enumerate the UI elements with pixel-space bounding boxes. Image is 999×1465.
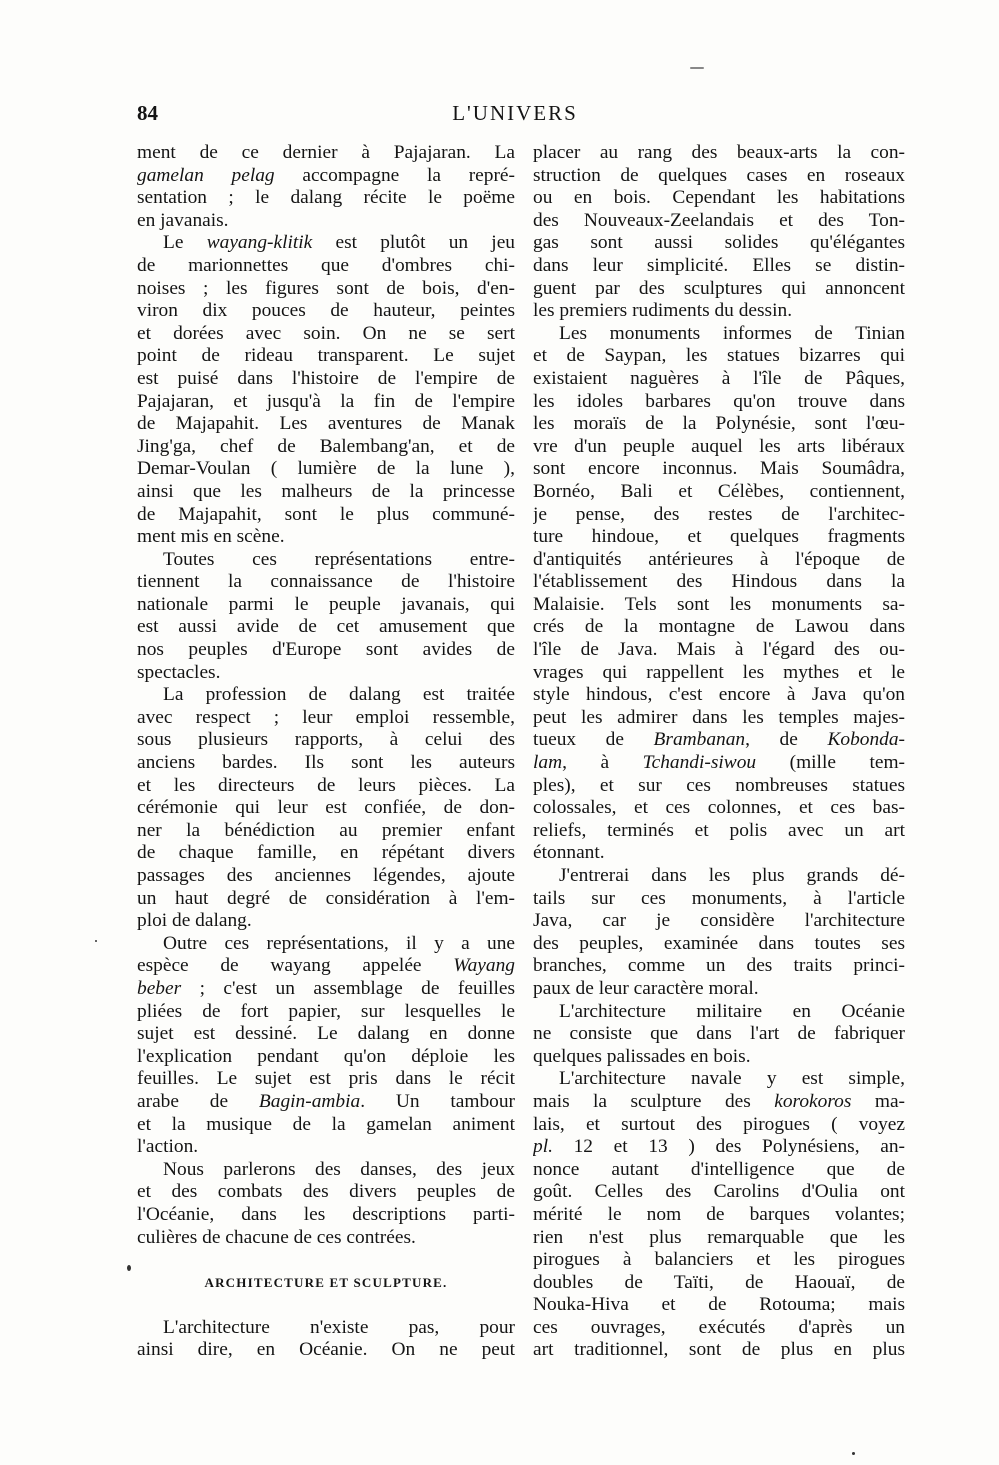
text-segment: mais la sculpture des (533, 1090, 775, 1112)
paragraph (137, 684, 515, 933)
text-segment: je pense, des restes de l'architec- (533, 503, 905, 525)
text-segment: placer au rang des beaux-arts la con- (533, 142, 905, 163)
text-segment: spectacles. (137, 661, 221, 683)
left-text-column (137, 142, 515, 1362)
text-segment: étonnant. (533, 842, 605, 864)
text-segment: guent par des sculptures qui annoncent (533, 277, 905, 299)
text-line (533, 1001, 905, 1024)
text-line (533, 391, 905, 414)
paragraph (137, 549, 515, 685)
text-segment: de Majapahit, sont le plus communé- (137, 503, 515, 525)
text-segment: sous plusieurs rapports, à celui des (137, 729, 515, 751)
text-segment: Demar-Voulan ( lumière de la lune ), (137, 458, 515, 480)
text-segment: L'architecture militaire en Océanie (559, 1000, 905, 1022)
text-line (533, 504, 905, 527)
text-segment: de chaque famille, en répétant divers (137, 842, 515, 864)
text-line (137, 571, 515, 594)
text-segment: ma- (851, 1090, 905, 1112)
text-segment: J'entrerai dans les plus grands dé- (559, 865, 905, 886)
text-segment: sont encore inconnus. Mais Soumâdra, (533, 458, 905, 480)
text-line (137, 345, 515, 368)
paragraph (137, 933, 515, 1159)
text-segment: ploi de dalang. (137, 910, 252, 932)
text-segment: d'antiquités antérieures à l'époque de (533, 548, 905, 570)
right-text-column (533, 142, 905, 1362)
text-segment: est puisé dans l'histoire de l'empire de (137, 367, 515, 389)
text-line (137, 504, 515, 527)
scan-speck (95, 940, 97, 942)
text-line (137, 323, 515, 346)
text-segment: et de Saypan, les statues bizarres qui (533, 345, 905, 367)
text-segment: feuilles. Le sujet est pris dans le récit (137, 1068, 515, 1090)
text-segment: viron dix pouces de hauteur, peintes (137, 300, 515, 322)
text-segment: les idoles barbares qu'on trouve dans (533, 390, 905, 412)
text-segment: peut les admirer dans les temples majes- (533, 706, 905, 728)
text-segment: noises ; les figures sont de bois, d'en- (137, 277, 515, 299)
text-segment: lais, et surtout des pirogues ( voyez (533, 1113, 905, 1135)
text-segment: pliées de fort papier, sur lesquelles le (137, 1000, 515, 1022)
text-segment: les premiers rudiments du dessin. (533, 300, 793, 322)
text-segment: l'explication pendant qu'on déploie les (137, 1045, 515, 1067)
text-segment: 12 et 13 ) des Polynésiens, an- (552, 1136, 905, 1158)
text-line (137, 1091, 515, 1114)
text-line (137, 707, 515, 730)
text-line (137, 1339, 515, 1362)
italic-term: wayang-klitik (206, 232, 313, 254)
paragraph (533, 323, 905, 865)
text-line (533, 1249, 905, 1272)
text-line (533, 571, 905, 594)
page-number: 84 (137, 101, 158, 125)
text-line (533, 842, 905, 865)
text-line (533, 1023, 905, 1046)
paragraph (137, 142, 515, 232)
text-line (533, 955, 905, 978)
text-line (533, 526, 905, 549)
text-line (533, 933, 905, 956)
text-segment: Nouka-Hiva et de Rotouma; mais (533, 1294, 905, 1316)
text-segment: ture hindoue, et quelques fragments (533, 526, 905, 548)
text-line (533, 1339, 905, 1362)
text-line (137, 1046, 515, 1069)
italic-term: Bagin-ambia (258, 1090, 361, 1112)
text-segment: paux de leur caractère moral. (533, 977, 759, 999)
text-line (137, 910, 515, 933)
text-line (137, 142, 515, 165)
text-line (137, 933, 515, 956)
text-segment: point de rideau transparent. Le sujet (137, 345, 515, 367)
text-line (137, 458, 515, 481)
text-segment: cérémonie qui leur est confiée, de don- (137, 797, 515, 819)
text-segment: passages des anciennes légendes, ajoute (137, 865, 515, 886)
text-line (533, 368, 905, 391)
text-segment: sentation ; le dalang récite le poëme (137, 187, 515, 209)
text-segment: Malaisie. Tels sont les monuments sa- (533, 593, 905, 615)
text-line (137, 1204, 515, 1227)
text-line (533, 707, 905, 730)
text-segment: en javanais. (137, 209, 229, 231)
text-segment: anciens bardes. Ils sont les auteurs (137, 752, 515, 774)
paragraph (137, 1159, 515, 1249)
text-line (137, 797, 515, 820)
text-line (137, 684, 515, 707)
text-line (533, 255, 905, 278)
text-line (137, 232, 515, 255)
text-segment: Java, car je considère l'architecture (533, 910, 905, 932)
text-segment: Outre ces représentations, il y a une (163, 932, 515, 954)
text-segment: , de (745, 729, 828, 751)
text-line (533, 1227, 905, 1250)
text-segment: un haut degré de considération à l'em- (137, 887, 515, 909)
text-segment: Pajajaran, et jusqu'à la fin de l'empire (137, 390, 515, 412)
text-line (533, 910, 905, 933)
italic-term: beber (137, 977, 182, 999)
text-segment: et la musique de la gamelan animent (137, 1113, 515, 1135)
paragraph (533, 142, 905, 323)
text-line (533, 1294, 905, 1317)
text-line (137, 1114, 515, 1137)
text-line (533, 413, 905, 436)
text-line (137, 1181, 515, 1204)
text-line (137, 187, 515, 210)
text-line (137, 1136, 515, 1159)
italic-term: lam (533, 752, 563, 774)
text-line (533, 865, 905, 888)
text-line (533, 978, 905, 1001)
text-line (533, 323, 905, 346)
text-segment: tiennent la connaissance de l'histoire (137, 571, 515, 593)
text-segment: branches, comme un des traits princi- (533, 955, 905, 977)
text-segment: vrages qui rappellent les mythes et le (533, 661, 905, 683)
text-segment: doubles de Taïti, de Haouaï, de (533, 1271, 905, 1293)
text-line (533, 684, 905, 707)
text-line (533, 888, 905, 911)
text-line (137, 888, 515, 911)
text-line (533, 594, 905, 617)
text-line (533, 797, 905, 820)
text-line (533, 616, 905, 639)
text-segment: ainsi que les malheurs de la princesse (137, 480, 515, 502)
text-line (533, 729, 905, 752)
text-line (137, 413, 515, 436)
text-segment: style hindous, c'est encore à Java qu'on (533, 684, 905, 706)
text-segment: . Un tambour (360, 1090, 515, 1112)
text-segment: de marionnettes que d'ombres chi- (137, 254, 515, 276)
text-segment: et des combats des divers peuples de (137, 1181, 515, 1203)
text-line (137, 481, 515, 504)
text-line (533, 1136, 905, 1159)
text-line (137, 662, 515, 685)
text-line (533, 436, 905, 459)
italic-term: Kobonda- (827, 729, 905, 751)
text-line (533, 165, 905, 188)
text-segment: des peuples, examinée dans toutes ses (533, 932, 905, 954)
paragraph (533, 865, 905, 1001)
text-line (533, 1317, 905, 1340)
text-segment: ainsi dire, en Océanie. On ne peut (137, 1339, 515, 1361)
paragraph (137, 232, 515, 548)
text-line (533, 278, 905, 301)
text-segment: arabe de (137, 1090, 259, 1112)
text-segment: ; c'est un assemblage de feuilles (181, 977, 515, 999)
text-line (137, 549, 515, 572)
text-segment: ment mis en scène. (137, 526, 285, 548)
text-line (533, 1272, 905, 1295)
text-segment: reliefs, terminés et polis avec un art (533, 819, 905, 841)
text-segment: ples), et sur ces nombreuses statues (533, 774, 905, 796)
text-segment: colossales, et ces colonnes, et ces bas- (533, 797, 905, 819)
paragraph (533, 1068, 905, 1362)
paragraph (533, 1001, 905, 1069)
text-segment: existaient naguères à l'île de Pâques, (533, 367, 905, 389)
text-line (533, 187, 905, 210)
text-segment: ment de ce dernier à Pajajaran. La (137, 142, 515, 163)
text-line (533, 549, 905, 572)
text-line (137, 391, 515, 414)
text-segment: ne consiste que dans l'art de fabriquer (533, 1023, 905, 1045)
text-line (533, 142, 905, 165)
text-line (533, 1181, 905, 1204)
text-segment: est plutôt un jeu (312, 232, 515, 254)
text-segment: nos peuples d'Europe sont avides de (137, 639, 515, 661)
text-segment: l'action. (137, 1136, 199, 1158)
text-segment: espèce de wayang appelée (137, 955, 454, 977)
text-line (533, 1114, 905, 1137)
text-line (533, 210, 905, 233)
text-segment: les moraïs de la Polynésie, sont l'œu- (533, 413, 905, 435)
text-segment: est aussi avide de cet amusement que (137, 616, 515, 638)
text-line (533, 752, 905, 775)
text-segment: et dorées avec soin. On ne se sert (137, 322, 515, 344)
text-segment: nationale parmi le peuple javanais, qui (137, 593, 515, 615)
scan-speck (690, 67, 704, 69)
text-segment: vre d'un peuple auquel les arts libéraux (533, 435, 905, 457)
text-segment: de Majapahit. Les aventures de Manak (137, 413, 515, 435)
text-segment: Nous parlerons des danses, des jeux (163, 1158, 515, 1180)
text-line (533, 1091, 905, 1114)
text-segment: L'architecture navale y est simple, (559, 1068, 905, 1090)
text-line (137, 1001, 515, 1024)
text-line (137, 616, 515, 639)
text-line (137, 594, 515, 617)
text-segment: accompagne la repré- (274, 164, 515, 186)
text-segment: rien n'est plus remarquable que les (533, 1226, 905, 1248)
text-segment: Les monuments informes de Tinian (559, 322, 905, 344)
text-segment: struction de quelques cases en roseaux (533, 164, 905, 186)
text-line (533, 639, 905, 662)
text-segment: avec respect ; leur emploi ressemble, (137, 706, 515, 728)
text-segment: L'architecture n'existe pas, pour (163, 1316, 515, 1338)
text-line (137, 255, 515, 278)
text-segment: sujet est dessiné. Le dalang en donne (137, 1023, 515, 1045)
text-segment: ou en bois. Cependant les habitations (533, 187, 905, 209)
text-line (137, 978, 515, 1001)
text-line (137, 842, 515, 865)
text-segment: pirogues à balanciers et les pirogues (533, 1249, 905, 1271)
text-line (533, 1204, 905, 1227)
text-segment: tails sur ces monuments, à l'article (533, 887, 905, 909)
text-line (137, 278, 515, 301)
italic-term: Wayang (453, 955, 515, 977)
section-heading: ARCHITECTURE ET SCULPTURE. (204, 1275, 448, 1291)
italic-term: pl. (533, 1136, 553, 1158)
text-segment: crés de la montagne de Lawou dans (533, 616, 905, 638)
paragraph (137, 1317, 515, 1362)
text-line (137, 1023, 515, 1046)
text-segment: culières de chacune de ces contrées. (137, 1226, 416, 1248)
text-line (137, 526, 515, 549)
text-segment: dans leur simplicité. Elles se distin- (533, 254, 905, 276)
text-segment: (mille tem- (756, 752, 905, 774)
text-segment: et les directeurs de leurs pièces. La (137, 774, 515, 796)
running-title: L'UNIVERS (452, 101, 578, 125)
text-line (137, 300, 515, 323)
italic-term: Tchandi-siwou (642, 752, 757, 774)
text-line (533, 662, 905, 685)
text-line (137, 955, 515, 978)
text-line (137, 165, 515, 188)
text-segment: Toutes ces représentations entre- (163, 548, 515, 570)
text-line (137, 210, 515, 233)
text-line (533, 1159, 905, 1182)
text-segment: des Nouveaux-Zeelandais et des Ton- (533, 209, 905, 231)
text-segment: nonce autant d'intelligence que de (533, 1158, 905, 1180)
text-segment: , à (562, 752, 643, 774)
text-line (533, 345, 905, 368)
text-line (533, 458, 905, 481)
text-segment: art traditionnel, sont de plus en plus (533, 1339, 905, 1361)
text-segment: ner la bénédiction au premier enfant (137, 819, 515, 841)
text-line (137, 775, 515, 798)
text-segment: ces ouvrages, exécutés d'après un (533, 1316, 905, 1338)
text-segment: Bornéo, Bali et Célèbes, contiennent, (533, 480, 905, 502)
text-line (137, 639, 515, 662)
text-segment: Le (163, 232, 207, 254)
text-line (533, 1046, 905, 1069)
scan-speck (127, 1265, 131, 1271)
text-line (137, 1068, 515, 1091)
text-segment: l'établissement des Hindous dans la (533, 571, 905, 593)
text-line (137, 820, 515, 843)
text-line (533, 300, 905, 323)
text-segment: l'île de Java. Mais à l'égard des ou- (533, 639, 905, 661)
text-segment: quelques palissades en bois. (533, 1045, 751, 1067)
text-line (137, 1317, 515, 1340)
text-segment: goût. Celles des Carolins d'Oulia ont (533, 1181, 905, 1203)
text-line (137, 1227, 515, 1250)
text-line (137, 752, 515, 775)
text-segment: Jing'ga, chef de Balembang'an, et de (137, 435, 515, 457)
text-segment: tueux de (533, 729, 654, 751)
text-line (533, 820, 905, 843)
text-segment: La profession de dalang est traitée (163, 684, 515, 706)
text-line (137, 368, 515, 391)
scan-speck (852, 1452, 855, 1455)
text-segment: mérité le nom de barques volantes; (533, 1203, 905, 1225)
text-segment: l'Océanie, dans les descriptions parti- (137, 1203, 515, 1225)
text-segment: gas sont aussi solides qu'élégantes (533, 232, 905, 254)
text-line (137, 729, 515, 752)
text-line (533, 775, 905, 798)
italic-term: korokoros (774, 1090, 852, 1112)
text-line (137, 865, 515, 888)
text-line (533, 481, 905, 504)
text-line (533, 232, 905, 255)
text-line (137, 436, 515, 459)
text-line (137, 1159, 515, 1182)
italic-term: gamelan pelag (137, 164, 275, 186)
text-line (533, 1068, 905, 1091)
italic-term: Brambanan (653, 729, 746, 751)
